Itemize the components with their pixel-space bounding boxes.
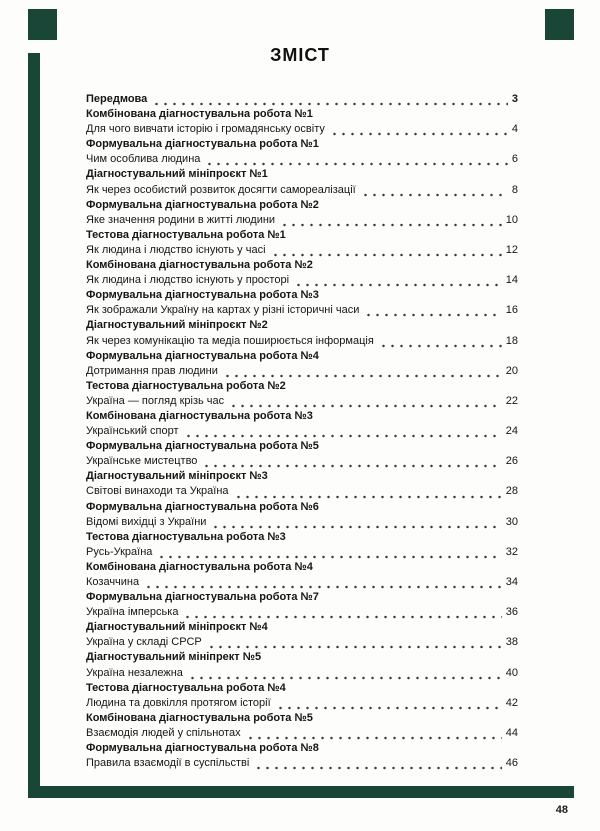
toc-entry-text: Як людина і людство існують у часі (86, 243, 266, 256)
toc-entry-page: 30 (505, 515, 518, 528)
toc-entry-page: 8 (511, 183, 518, 196)
toc-entry-text: Для чого вивчати історію і громадянську освіту (86, 123, 325, 136)
toc-entry (86, 167, 518, 182)
dotted-leader (207, 638, 502, 650)
toc-entry (86, 741, 518, 756)
dotted-leader (144, 578, 502, 590)
toc-entry (86, 243, 518, 258)
toc-entry (86, 756, 518, 771)
toc-entry (86, 364, 518, 379)
toc-entry-page: 18 (505, 334, 518, 347)
toc-entry-text: Формувальна діагностувальна робота №3 (86, 289, 319, 302)
toc-entry-text: Як людина і людство існують у просторі (86, 274, 290, 287)
toc-entry (86, 575, 518, 590)
toc-entry (86, 152, 518, 167)
toc-entry (86, 484, 518, 499)
toc-entry-page: 12 (505, 243, 518, 256)
toc-entry (86, 318, 518, 333)
dotted-leader (234, 488, 502, 500)
toc-entry-text: Русь-Україна (86, 545, 153, 558)
dotted-leader (183, 608, 501, 620)
dotted-leader (294, 276, 502, 288)
toc-entry-page: 24 (505, 425, 518, 438)
toc-entry (86, 545, 518, 560)
dotted-leader (364, 306, 501, 318)
dotted-leader (184, 427, 502, 439)
toc-entry-text: Формувальна діагностувальна робота №8 (86, 742, 319, 755)
dotted-leader (254, 759, 501, 771)
toc-entry (86, 349, 518, 364)
toc-entry-text: Діагностувальний мініпроєкт №2 (86, 319, 268, 332)
toc-entry-page: 38 (505, 636, 518, 649)
toc-entry (86, 107, 518, 122)
toc-entry (86, 303, 518, 318)
toc-entry (86, 334, 518, 349)
toc-entry-text: Діагностувальний мініпроєкт №3 (86, 470, 268, 483)
toc-entry (86, 620, 518, 635)
toc-entry (86, 726, 518, 741)
toc-entry-text: Чим особлива людина (86, 153, 201, 166)
toc-entry-text: Яке значення родини в житті людини (86, 213, 276, 226)
toc-entry (86, 530, 518, 545)
toc-entry-text: Формувальна діагностувальна робота №4 (86, 349, 319, 362)
toc-entry-text: Тестова діагностувальна робота №4 (86, 681, 286, 694)
dotted-leader (276, 699, 502, 711)
toc-entry-text: Відомі вихідці з України (86, 515, 207, 528)
toc-entry-text: Тестова діагностувальна робота №1 (86, 228, 286, 241)
dotted-leader (361, 186, 508, 198)
toc-entry (86, 92, 518, 107)
toc-entry (86, 500, 518, 515)
page-number: 48 (555, 804, 568, 816)
dotted-leader (223, 367, 502, 379)
dotted-leader (205, 155, 507, 167)
toc-entry-text: Комбінована діагностувальна робота №1 (86, 108, 313, 121)
toc-entry-text: Як через особистий розвиток досягти самореалізації (86, 183, 356, 196)
toc-entry-text: Україна імперська (86, 606, 179, 619)
toc-entry-text: Діагностувальний мініпроєкт №1 (86, 168, 268, 181)
toc-entry-text: Передмова (86, 93, 148, 105)
toc-entry-text: Формувальна діагностувальна робота №5 (86, 440, 319, 453)
toc-entry (86, 650, 518, 665)
dotted-leader (152, 95, 508, 107)
toc-entry-text: Комбінована діагностувальна робота №4 (86, 560, 313, 573)
toc-entry-page: 34 (505, 576, 518, 588)
toc-entry-text: Правила взаємодії в суспільстві (86, 757, 250, 770)
toc-entry (86, 424, 518, 439)
dotted-leader (202, 457, 501, 469)
toc-entry (86, 590, 518, 605)
dotted-leader (379, 337, 502, 349)
toc-entry (86, 605, 518, 620)
toc-entry-text: Формувальна діагностувальна робота №1 (86, 138, 319, 151)
toc-entry (86, 379, 518, 394)
toc-entry-page: 42 (505, 696, 518, 709)
toc-entry-text: Комбінована діагностувальна робота №2 (86, 259, 313, 272)
toc-entry-text: Світові винаходи та Україна (86, 485, 229, 498)
toc-entry (86, 711, 518, 726)
page-title: ЗМІСТ (270, 45, 330, 65)
toc-entry-text: Формувальна діагностувальна робота №7 (86, 591, 319, 604)
toc-entry-page: 26 (505, 455, 518, 468)
toc-entry-text: Дотримання прав людини (86, 364, 218, 377)
toc-entry-text: Україна у складі СРСР (86, 636, 202, 649)
dotted-leader (330, 125, 508, 137)
toc-entry-text: Україна незалежна (86, 666, 183, 679)
toc-entry-text: Людина та довкілля протягом історії (86, 696, 271, 709)
toc-entry (86, 137, 518, 152)
toc-entry-text: Україна — погляд крізь час (86, 394, 225, 407)
toc-entry (86, 635, 518, 650)
corner-decoration-top-right (545, 9, 574, 40)
toc-entry-page: 20 (505, 364, 518, 377)
toc-entry-page: 22 (505, 394, 518, 407)
bottom-border-bar (28, 786, 574, 798)
toc-entry-text: Діагностувальний мініпроєкт №4 (86, 621, 268, 634)
toc-entry-page: 6 (511, 153, 518, 166)
toc-entry-page: 46 (505, 757, 518, 770)
toc-list (86, 92, 518, 771)
left-border-bar (28, 53, 40, 798)
toc-entry (86, 213, 518, 228)
toc-entry-text: Діагностувальний мініпрект №5 (86, 651, 262, 664)
dotted-leader (229, 397, 502, 409)
toc-entry (86, 288, 518, 303)
dotted-leader (271, 246, 502, 258)
toc-entry-page: 3 (511, 93, 518, 105)
toc-entry-text: Український спорт (86, 425, 179, 438)
toc-entry (86, 273, 518, 288)
toc-entry (86, 560, 518, 575)
toc-entry-page: 36 (505, 606, 518, 619)
toc-entry (86, 681, 518, 696)
dotted-leader (211, 518, 501, 530)
toc-entry (86, 696, 518, 711)
toc-entry (86, 198, 518, 213)
toc-entry-text: Українське мистецтво (86, 455, 198, 468)
toc-entry (86, 666, 518, 681)
toc-entry-page: 4 (511, 123, 518, 136)
toc-entry-text: Взаємодія людей у спільнотах (86, 726, 241, 739)
toc-entry-page: 40 (505, 666, 518, 679)
toc-entry-page: 32 (505, 545, 518, 558)
dotted-leader (188, 669, 502, 681)
toc-entry-page: 16 (505, 304, 518, 317)
dotted-leader (157, 548, 501, 560)
toc-entry (86, 515, 518, 530)
dotted-leader (246, 729, 502, 741)
toc-entry (86, 469, 518, 484)
toc-entry-page: 14 (505, 274, 518, 287)
toc-entry (86, 228, 518, 243)
toc-entry-text: Тестова діагностувальна робота №2 (86, 379, 286, 392)
toc-entry-text: Формувальна діагностувальна робота №2 (86, 198, 319, 211)
toc-entry-text: Як через комунікацію та медіа поширюється інформація (86, 334, 374, 347)
corner-decoration-top-left (28, 9, 57, 40)
toc-entry-text: Формувальна діагностувальна робота №6 (86, 500, 319, 513)
toc-entry-text: Комбінована діагностувальна робота №5 (86, 711, 313, 724)
toc-entry (86, 409, 518, 424)
toc-entry-text: Комбінована діагностувальна робота №3 (86, 409, 313, 422)
toc-entry-page: 10 (505, 213, 518, 226)
toc-entry (86, 394, 518, 409)
toc-entry (86, 439, 518, 454)
toc-entry-page: 28 (505, 485, 518, 498)
toc-entry-text: Як зображали Україну на картах у різні історичні часи (86, 304, 360, 317)
toc-entry (86, 122, 518, 137)
toc-entry-text: Козаччина (86, 576, 140, 588)
toc-entry (86, 183, 518, 198)
toc-entry (86, 258, 518, 273)
toc-entry-text: Тестова діагностувальна робота №3 (86, 530, 286, 543)
toc-entry (86, 454, 518, 469)
toc-entry-page: 44 (505, 726, 518, 739)
dotted-leader (280, 216, 502, 228)
